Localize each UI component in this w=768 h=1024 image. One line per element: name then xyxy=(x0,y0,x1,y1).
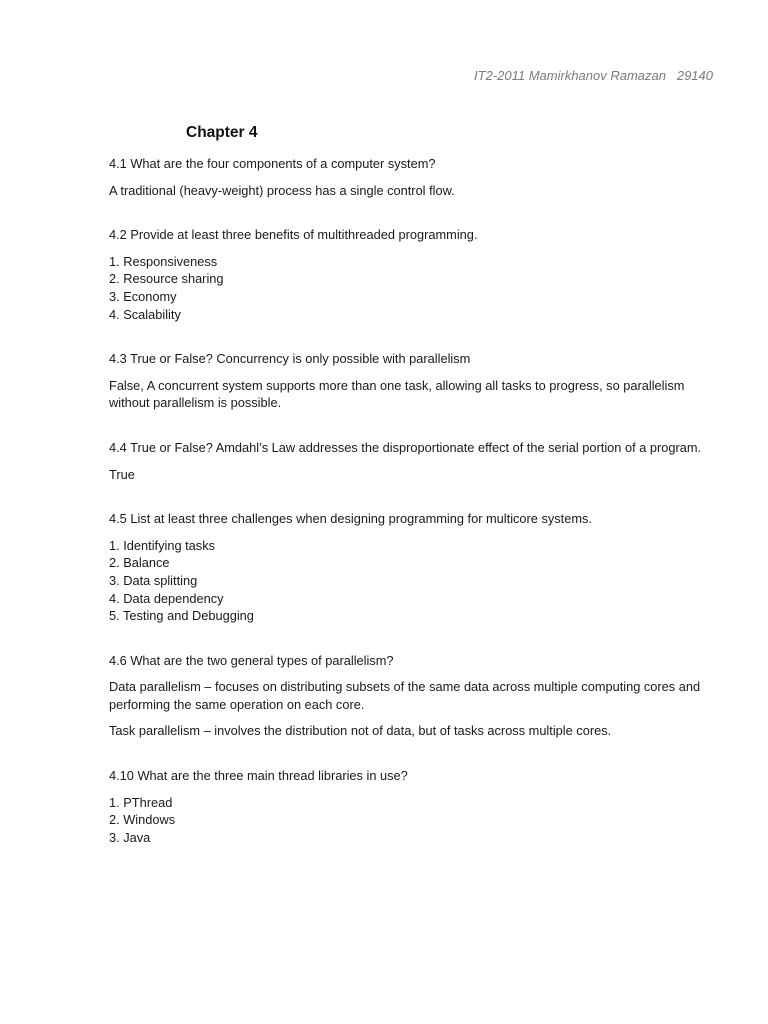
answer-list xyxy=(109,253,719,323)
question: 4.6 What are the two general types of parallelism? xyxy=(109,652,394,668)
section-4-4 xyxy=(109,439,719,483)
question: 4.2 Provide at least three benefits of multithreaded programming. xyxy=(109,227,478,243)
question: 4.10 What are the three main thread libraries in use? xyxy=(109,768,408,784)
list-item: 2. Resource sharing xyxy=(109,271,224,287)
list-item: 3. Economy xyxy=(109,288,177,304)
section-4-3 xyxy=(109,350,719,412)
section-4-1 xyxy=(109,155,719,199)
list-item: 3. Java xyxy=(109,829,151,845)
page-header: IT2-2011 Mamirkhanov Ramazan 29140 xyxy=(474,68,713,83)
list-item: 1. Identifying tasks xyxy=(109,537,215,553)
list-item: 1. Responsiveness xyxy=(109,253,218,269)
answer: A traditional (heavy-weight) process has a single control flow. xyxy=(109,182,455,198)
question: 4.5 List at least three challenges when designing programming for multicore systems. xyxy=(109,511,592,527)
chapter-title: Chapter 4 xyxy=(186,124,258,141)
question: 4.4 True or False? Amdahl’s Law addresses the disproportionate effect of the serial portion of a program. xyxy=(109,439,702,455)
document-body xyxy=(109,155,719,855)
answer-list xyxy=(109,537,719,625)
section-4-10 xyxy=(109,767,719,846)
list-item: 1. PThread xyxy=(109,794,173,810)
section-4-5 xyxy=(109,510,719,625)
list-item: 2. Balance xyxy=(109,555,170,571)
question: 4.3 True or False? Concurrency is only possible with parallelism xyxy=(109,351,471,367)
answer: Data parallelism – focuses on distributing subsets of the same data across multiple computing cores and performing the same operation on each core. xyxy=(109,679,701,712)
answer: True xyxy=(109,466,135,482)
list-item: 2. Windows xyxy=(109,812,176,828)
section-4-2 xyxy=(109,226,719,323)
answer: False, A concurrent system supports more than one task, allowing all tasks to progress, so parallelism without parallelism is possible. xyxy=(109,377,685,411)
list-item: 4. Data dependency xyxy=(109,590,224,606)
list-item: 3. Data splitting xyxy=(109,572,198,588)
section-4-6 xyxy=(109,652,719,740)
list-item: 4. Scalability xyxy=(109,306,181,322)
answer-list xyxy=(109,794,719,847)
list-item: 5. Testing and Debugging xyxy=(109,608,254,624)
answer: Task parallelism – involves the distribution not of data, but of tasks across multiple cores. xyxy=(109,723,612,739)
question: 4.1 What are the four components of a computer system? xyxy=(109,156,436,171)
